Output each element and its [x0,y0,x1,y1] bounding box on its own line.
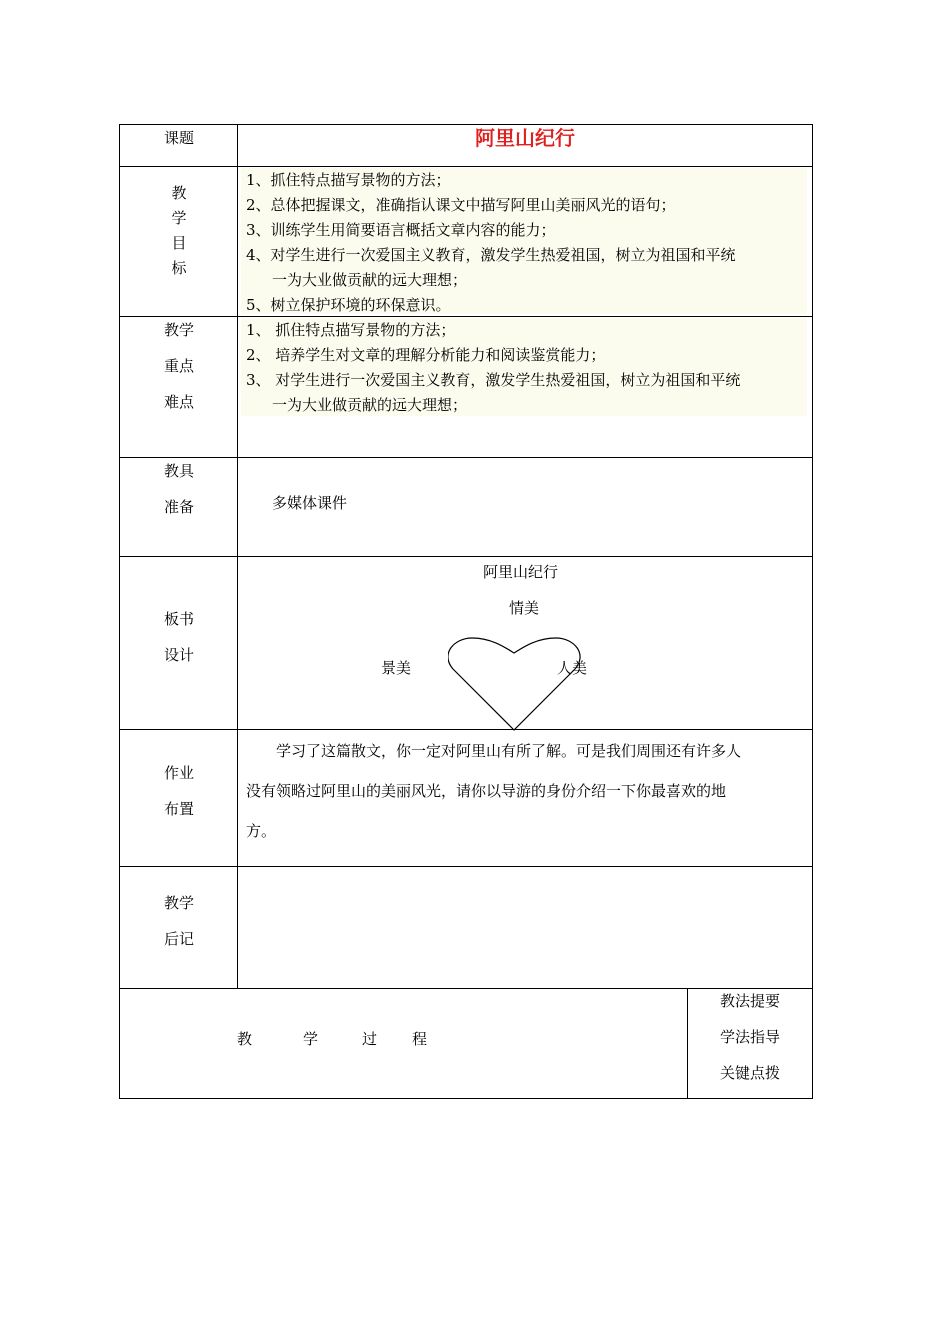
process-notes: 教法提要 学法指导 关键点拨 [719,992,780,1082]
board-label: 板书 设计 [163,610,194,664]
board-right-text: 人美 [557,659,588,677]
key-points-label: 教学 重点 难点 [163,321,194,411]
objectives-label: 教 学 目 标 [171,184,187,277]
list-item: 4、对学生进行一次爱国主义教育，激发学生热爱祖国，树立为祖国和平统 [246,246,736,264]
homework-line: 方。 [246,822,277,840]
row-divider [119,166,813,167]
list-item: 2、总体把握课文，准确指认课文中描写阿里山美丽风光的语句； [246,196,676,214]
list-item: 一为大业做贡献的远大理想； [272,396,468,414]
key-points-list [246,318,740,418]
board-left-text: 景美 [381,659,412,677]
homework-line: 没有领略过阿里山的美丽风光，请你以导游的身份介绍一下你最喜欢的地 [246,782,727,800]
list-item: 3、 对学生进行一次爱国主义教育，激发学生热爱祖国，树立为祖国和平统 [246,371,741,389]
topic-label: 课题 [163,129,194,147]
homework-label: 作业 布置 [163,764,194,818]
materials-label: 教具 准备 [163,462,194,516]
process-heading-char: 程 [412,1030,428,1048]
board-top-text: 情美 [509,599,540,617]
homework-text [246,731,806,851]
list-item: 一为大业做贡献的远大理想； [272,271,468,289]
heart-outline-icon [448,636,588,732]
row-divider [119,556,813,557]
materials-content: 多媒体课件 [272,494,348,512]
process-heading-char: 过 [362,1030,378,1048]
lesson-title: 阿里山纪行 [475,126,575,150]
reflection-label: 教学 后记 [163,894,194,948]
list-item: 5、树立保护环境的环保意识。 [246,296,451,314]
list-item: 1、 抓住特点描写景物的方法； [246,321,456,339]
process-heading-char: 学 [303,1030,319,1048]
homework-line: 学习了这篇散文，你一定对阿里山有所了解。可是我们周围还有许多人 [276,742,742,760]
list-item: 1、抓住特点描写景物的方法； [246,171,451,189]
objectives-list [246,168,736,318]
list-item: 3、训练学生用简要语言概括文章内容的能力； [246,221,556,239]
board-title: 阿里山纪行 [483,563,559,581]
row-divider [119,866,813,867]
list-item: 2、 培养学生对文章的理解分析能力和阅读鉴赏能力； [246,346,606,364]
process-heading-char: 教 [237,1030,253,1048]
